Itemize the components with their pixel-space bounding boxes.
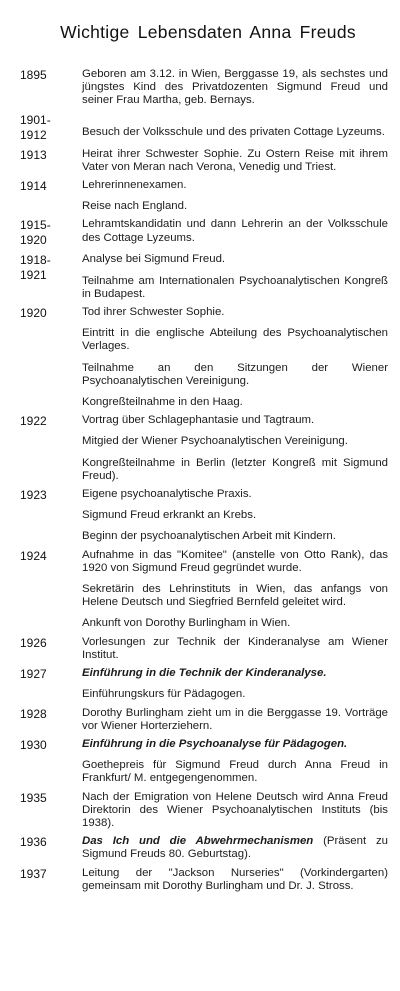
entry-year: 1920 xyxy=(20,306,47,321)
entry-year: 1930 xyxy=(20,737,47,752)
entry-text xyxy=(82,835,388,861)
entry-book-title: Das Ich und die Abwehrmechanismen xyxy=(82,835,314,848)
entry-text: Dorothy Burlingham zieht um in die Berggasse 19. Vorträge vor Wiener Horterziehern. xyxy=(82,706,388,732)
entry-year: 1927 xyxy=(20,667,47,682)
entry-year: 1918- 1921 xyxy=(20,253,51,283)
entry-text: Teilnahme am Internationalen Psychoanalytischen Kongreß in Budapest. xyxy=(82,274,388,300)
page-title: Wichtige Lebensdaten Anna Freuds xyxy=(60,22,356,42)
entry-text: Eigene psychoanalytische Praxis. xyxy=(82,488,252,501)
entry-1935 xyxy=(20,791,388,831)
entry-1920 xyxy=(20,306,388,409)
entry-1918-1921 xyxy=(20,253,388,301)
entry-1914 xyxy=(20,179,388,213)
entry-1928 xyxy=(20,707,388,733)
entry-1924 xyxy=(20,549,388,631)
entry-1937 xyxy=(20,867,388,893)
entry-year: 1923 xyxy=(20,488,47,503)
entry-book-title: Einführung in die Technik der Kinderanalyse. xyxy=(82,667,327,680)
entry-year: 1936 xyxy=(20,835,47,850)
entry-text: Analyse bei Sigmund Freud. xyxy=(82,253,226,266)
entry-text: Mitgied der Wiener Psychoanalytischen Vereinigung. xyxy=(82,435,348,448)
entry-year: 1935 xyxy=(20,790,47,805)
entry-text: Lehramtskandidatin und dann Lehrerin an der Volksschule des Cottage Lyzeums. xyxy=(82,218,388,244)
entry-1936 xyxy=(20,835,388,861)
entry-year: 1922 xyxy=(20,414,47,429)
entry-text: Kongreßteilnahme in den Haag. xyxy=(82,396,243,409)
entry-text: Aufnahme in das "Komitee" (anstelle von Otto Rank), das 1920 von Sigmund Freud gegründet wurde. xyxy=(82,548,388,574)
entry-1913 xyxy=(20,148,388,174)
entry-text: Geboren am 3.12. in Wien, Berggasse 19, als sechstes und jüngstes Kind des Privatdozenten Sigmund Freud und seiner Frau Martha, geb. Bernays. xyxy=(82,68,388,107)
entry-year: 1937 xyxy=(20,866,47,881)
entry-text: Leitung der "Jackson Nurseries" (Vorkindergarten) gemeinsam mit Dorothy Burlingham und Dr. J. Stross. xyxy=(82,866,388,892)
entry-text: Goethepreis für Sigmund Freud durch Anna Freud in Frankfurt/ M. entgegengenommen. xyxy=(82,759,388,785)
entry-year: 1928 xyxy=(20,706,47,721)
entry-1926 xyxy=(20,636,388,662)
entry-1923 xyxy=(20,488,388,544)
entry-text: Ankunft von Dorothy Burlingham in Wien. xyxy=(82,617,291,630)
entry-1930 xyxy=(20,738,388,786)
entry-year: 1901- 1912 xyxy=(20,112,51,142)
entry-year: 1914 xyxy=(20,179,47,194)
entry-text: Heirat ihrer Schwester Sophie. Zu Ostern Reise mit ihrem Vater von Meran nach Verona, Venedig und Triest. xyxy=(82,147,388,173)
entry-1901-1912 xyxy=(20,113,388,143)
entry-year: 1913 xyxy=(20,147,47,162)
entry-1895 xyxy=(20,68,388,108)
entry-text: Eintritt in die englische Abteilung des Psychoanalytischen Verlages. xyxy=(82,327,388,353)
entry-text: Tod ihrer Schwester Sophie. xyxy=(82,306,225,319)
entry-year: 1915- 1920 xyxy=(20,218,51,248)
entry-1915-1920 xyxy=(20,218,388,248)
entry-text: Sigmund Freud erkrankt an Krebs. xyxy=(82,509,257,522)
entry-text: Lehrerinnenexamen. xyxy=(82,179,187,192)
entry-text: Kongreßteilnahme in Berlin (letzter Kongreß mit Sigmund Freud). xyxy=(82,456,388,482)
entry-text: Nach der Emigration von Helene Deutsch wird Anna Freud Direktorin des Wiener Psychoanalytischen Instituts (bis 1938). xyxy=(82,790,388,829)
entry-text: Sekretärin des Lehrinstituts in Wien, das anfangs von Helene Deutsch und Siegfried Bernfeld geleitet wird. xyxy=(82,583,388,609)
entry-text: Einführungskurs für Pädagogen. xyxy=(82,688,246,701)
entry-year: 1924 xyxy=(20,548,47,563)
entry-1927 xyxy=(20,667,388,701)
entry-1922 xyxy=(20,414,388,483)
entry-text: Vortrag über Schlagephantasie und Tagtraum. xyxy=(82,414,315,427)
entry-text: Reise nach England. xyxy=(82,200,188,213)
entry-text: Teilnahme an den Sitzungen der Wiener Psychoanalytischen Vereinigung. xyxy=(82,361,388,387)
entry-year: 1895 xyxy=(20,68,47,82)
entry-text: Vorlesungen zur Technik der Kinderanalyse am Wiener Institut. xyxy=(82,635,388,661)
entry-text: Besuch der Volksschule und des privaten Cottage Lyzeums. xyxy=(82,125,385,138)
entry-year: 1926 xyxy=(20,635,47,650)
entry-text: Beginn der psychoanalytischen Arbeit mit Kindern. xyxy=(82,530,336,543)
entry-note: (Präsent zu Sigmund Freuds 80. Geburtstag). xyxy=(82,835,388,861)
entry-book-title: Einführung in die Psychoanalyse für Pädagogen. xyxy=(82,737,348,750)
